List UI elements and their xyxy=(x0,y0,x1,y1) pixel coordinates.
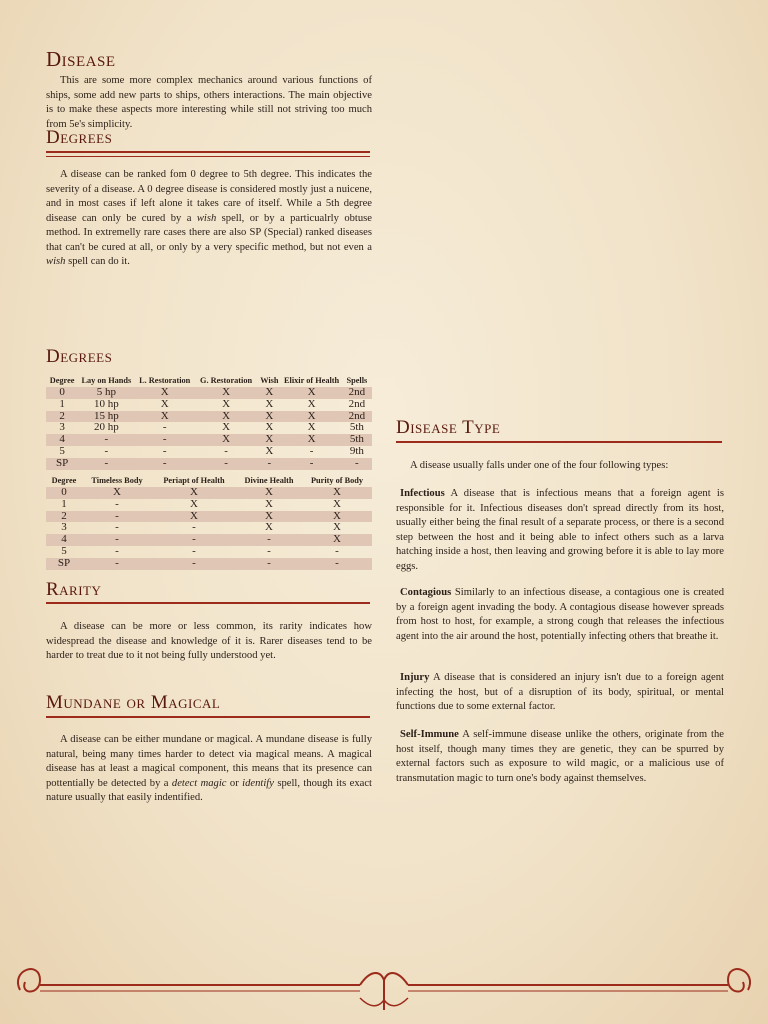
table-cell: 5 xyxy=(59,444,65,457)
table-cell: - xyxy=(162,444,167,457)
col-degree: Degree xyxy=(49,376,75,385)
table-cell: 15 hp xyxy=(78,411,134,423)
table-cell: X xyxy=(195,411,257,423)
table-cell: - xyxy=(135,458,195,470)
degrees-rule xyxy=(46,151,370,153)
col-spells: Spells xyxy=(346,376,368,385)
table-cell: - xyxy=(115,497,119,510)
table-cell: - xyxy=(236,558,302,570)
degrees-paragraph xyxy=(46,168,372,270)
table-cell: X xyxy=(281,387,341,399)
mundane-text-a: A disease can be either mundane or magical. A mundane disease is fully natural, being many times harder to detect via magical means. A magical disease has at least a magical component, this means that its presence can pottentially be detected by a xyxy=(46,734,372,789)
table-cell: X xyxy=(257,411,281,423)
table-cell: X xyxy=(265,497,273,510)
table-row xyxy=(46,446,372,458)
table-cell: X xyxy=(195,387,257,399)
degrees-text-1: A disease can be ranked fom 0 degree to 5th degree. This indicates the severity of a disease. A 0 degree disease is considered mostly just a nuicene, and in most cases if left alone it takes care of itself. While a 5th degree disease can only be cured by a xyxy=(46,169,372,224)
identify-italic: identify xyxy=(242,777,274,789)
rarity-heading: Rarity xyxy=(46,579,102,600)
wish-italic-2: wish xyxy=(46,256,66,267)
table-row xyxy=(46,422,372,434)
table-cell: 4 xyxy=(46,434,78,446)
type-text: A disease that is considered an injury isn't due to a foreign agent infecting the host, but of a disruption of its body, spiritual, or mental functions due to some external factor. xyxy=(396,672,724,712)
mundane-text-b: spell, though its exact nature usually that easily indentified. xyxy=(46,777,373,803)
col-g-restoration: G. Restoration xyxy=(200,376,253,385)
table-cell: X xyxy=(82,487,152,499)
table-row xyxy=(46,534,372,546)
table-cell: - xyxy=(192,521,196,534)
type-name: Contagious xyxy=(400,587,452,598)
table-cell: - xyxy=(82,534,152,546)
table-cell: X xyxy=(281,411,341,423)
rarity-paragraph: A disease can be more or less common, its rarity indicates how widespread the disease and knowledge of it is. Rarer diseases tend to be harder to treat due to it not being fully understood yet. xyxy=(46,621,372,661)
table-cell: 4 xyxy=(46,534,82,546)
type-contagious xyxy=(396,586,724,644)
mundane-rule xyxy=(46,716,370,718)
table-cell: - xyxy=(281,458,341,470)
table-cell: 2nd xyxy=(342,411,372,423)
table-cell: 2nd xyxy=(348,397,366,410)
table-cell: X xyxy=(152,511,236,523)
table-cell: X xyxy=(302,511,372,523)
col-periapt: Periapt of Health xyxy=(163,476,225,485)
col-wish: Wish xyxy=(260,376,279,385)
col-lay-on-hands: Lay on Hands xyxy=(81,376,132,385)
table-cell: X xyxy=(236,487,302,499)
table-cell: X xyxy=(302,487,372,499)
table-cell: - xyxy=(162,421,167,434)
disease-type-heading: Disease Type xyxy=(396,417,501,438)
table-cell: 1 xyxy=(59,397,65,410)
table-cell: X xyxy=(265,521,273,534)
table-row xyxy=(46,558,372,570)
table-row xyxy=(46,458,372,470)
type-infectious xyxy=(396,487,724,574)
table-cell: 0 xyxy=(46,487,82,499)
table-cell: - xyxy=(302,558,372,570)
table-cell: X xyxy=(257,387,281,399)
table-row xyxy=(46,399,372,411)
table-cell: X xyxy=(135,411,195,423)
table-cell: - xyxy=(152,558,236,570)
degrees-text-2: spell, or by a particualrly obtuse method. In extremelly rare cases there are also SP (Special) ranked diseases that can't be cured at all, or only by a very specific method, but not even a xyxy=(46,212,372,253)
table-cell: X xyxy=(195,434,257,446)
col-elixir: Elixir of Health xyxy=(284,376,340,385)
table-cell: 2nd xyxy=(342,387,372,399)
table-cell: - xyxy=(78,458,134,470)
table-cell: 3 xyxy=(61,521,67,534)
table-cell: X xyxy=(222,421,231,434)
table-cell: X xyxy=(265,397,274,410)
table-row xyxy=(46,522,372,534)
disease-type-rule xyxy=(396,441,722,443)
table-cell: X xyxy=(333,497,341,510)
table-cell: 0 xyxy=(46,387,78,399)
table-cell: X xyxy=(265,421,274,434)
table-cell: X xyxy=(307,397,316,410)
table-cell: X xyxy=(257,434,281,446)
table-cell: 3 xyxy=(59,421,65,434)
table-cell: - xyxy=(152,534,236,546)
table2-header-row xyxy=(46,474,372,487)
table-cell: - xyxy=(335,544,339,557)
table-cell: - xyxy=(115,521,119,534)
table-cell: - xyxy=(104,444,109,457)
col-degree: Degree xyxy=(51,476,77,485)
mundane-text-or: or xyxy=(226,777,243,789)
table-cell: 5 hp xyxy=(78,387,134,399)
table-cell: X xyxy=(135,387,195,399)
table-row xyxy=(46,511,372,523)
col-timeless-body: Timeless Body xyxy=(91,476,143,485)
table-cell: - xyxy=(342,458,372,470)
degrees-text-3: spell can do it. xyxy=(65,256,130,267)
type-name: Injury xyxy=(400,672,430,683)
degrees-table-1 xyxy=(46,374,372,470)
table-cell: 10 hp xyxy=(93,397,119,410)
col-divine-health: Divine Health xyxy=(244,476,294,485)
table-cell: 5th xyxy=(349,421,364,434)
table-cell: 2 xyxy=(46,511,82,523)
table-row xyxy=(46,499,372,511)
table-cell: X xyxy=(265,444,274,457)
table-cell: 5th xyxy=(342,434,372,446)
table-cell: - xyxy=(78,434,134,446)
type-text: A disease that is infectious means that a foreign agent is responsible for it. Infectious diseases don't spread directly from its host, usually either being the final result of a separate process, or there is a second step between the host and it being able to infect others such as a larva hatching inside a host, then leaving and growing before it is able to lay more eggs. xyxy=(396,488,724,572)
table-cell: - xyxy=(267,544,271,557)
footer-ornament-icon xyxy=(0,950,768,1020)
table-cell: 2 xyxy=(46,411,78,423)
type-self-immune xyxy=(396,728,724,786)
table-cell: X xyxy=(333,521,341,534)
table-row xyxy=(46,434,372,446)
table-cell: X xyxy=(152,487,236,499)
table-cell: SP xyxy=(46,558,82,570)
table-cell: - xyxy=(195,458,257,470)
table-cell: X xyxy=(302,534,372,546)
table-cell: SP xyxy=(46,458,78,470)
mundane-paragraph xyxy=(46,733,372,806)
mundane-heading: Mundane or Magical xyxy=(46,692,221,713)
type-injury xyxy=(396,671,724,715)
table-cell: - xyxy=(82,558,152,570)
type-name: Infectious xyxy=(400,488,445,499)
table-row xyxy=(46,487,372,499)
degrees-heading: Degrees xyxy=(46,127,113,148)
type-name: Self-Immune xyxy=(400,729,459,740)
table-cell: - xyxy=(82,511,152,523)
table-cell: X xyxy=(160,397,169,410)
table-cell: - xyxy=(115,544,119,557)
col-l-restoration: L. Restoration xyxy=(139,376,191,385)
rarity-rule xyxy=(46,602,370,604)
table-cell: - xyxy=(224,444,228,457)
type-text: Similarly to an infectious disease, a contagious one is created by a foreign agent invading the body. A contagious disease however spreads from host to host, for example, a strong cough that releases the infectious agent into the air around the host, potentially infecting others that breathe it. xyxy=(396,587,724,642)
table-cell: 9th xyxy=(349,444,364,457)
type-text: A self-immune disease unlike the others, originate from the host itself, though many times they are genetic, they can be spurred by external factors such as exposure to wild magic, or a malicious use of transmutation magic to turn one's body against themselves. xyxy=(396,729,724,784)
col-purity-of-body: Purity of Body xyxy=(310,476,364,485)
table-cell: 5 xyxy=(61,544,67,557)
degrees-table-heading: Degrees xyxy=(46,346,113,367)
table-cell: - xyxy=(309,444,314,457)
degrees-rule-thin xyxy=(46,156,370,157)
table-cell: X xyxy=(236,511,302,523)
table-cell: - xyxy=(257,458,281,470)
table-cell: 1 xyxy=(61,497,67,510)
table-row xyxy=(46,546,372,558)
table-cell: - xyxy=(192,544,196,557)
degrees-table-2 xyxy=(46,474,372,570)
table-cell: X xyxy=(190,497,198,510)
disease-intro: This are some more complex mechanics around various functions of ships, some add new parts to ships, others interactions. The main objective is to make these aspects more interesting while still not striving too much from 5e's simplicity. xyxy=(46,75,372,130)
page-title: Disease xyxy=(46,47,116,71)
wish-italic: wish xyxy=(196,212,217,224)
table-cell: - xyxy=(135,434,195,446)
disease-type-intro: A disease usually falls under one of the four following types: xyxy=(410,460,669,471)
table1-header-row xyxy=(46,374,372,387)
table-cell: X xyxy=(281,434,341,446)
table-cell: X xyxy=(307,421,316,434)
table-cell: - xyxy=(236,534,302,546)
table-cell: X xyxy=(222,397,231,410)
detect-magic-italic: detect magic xyxy=(171,777,227,789)
table-cell: 20 hp xyxy=(93,421,119,434)
